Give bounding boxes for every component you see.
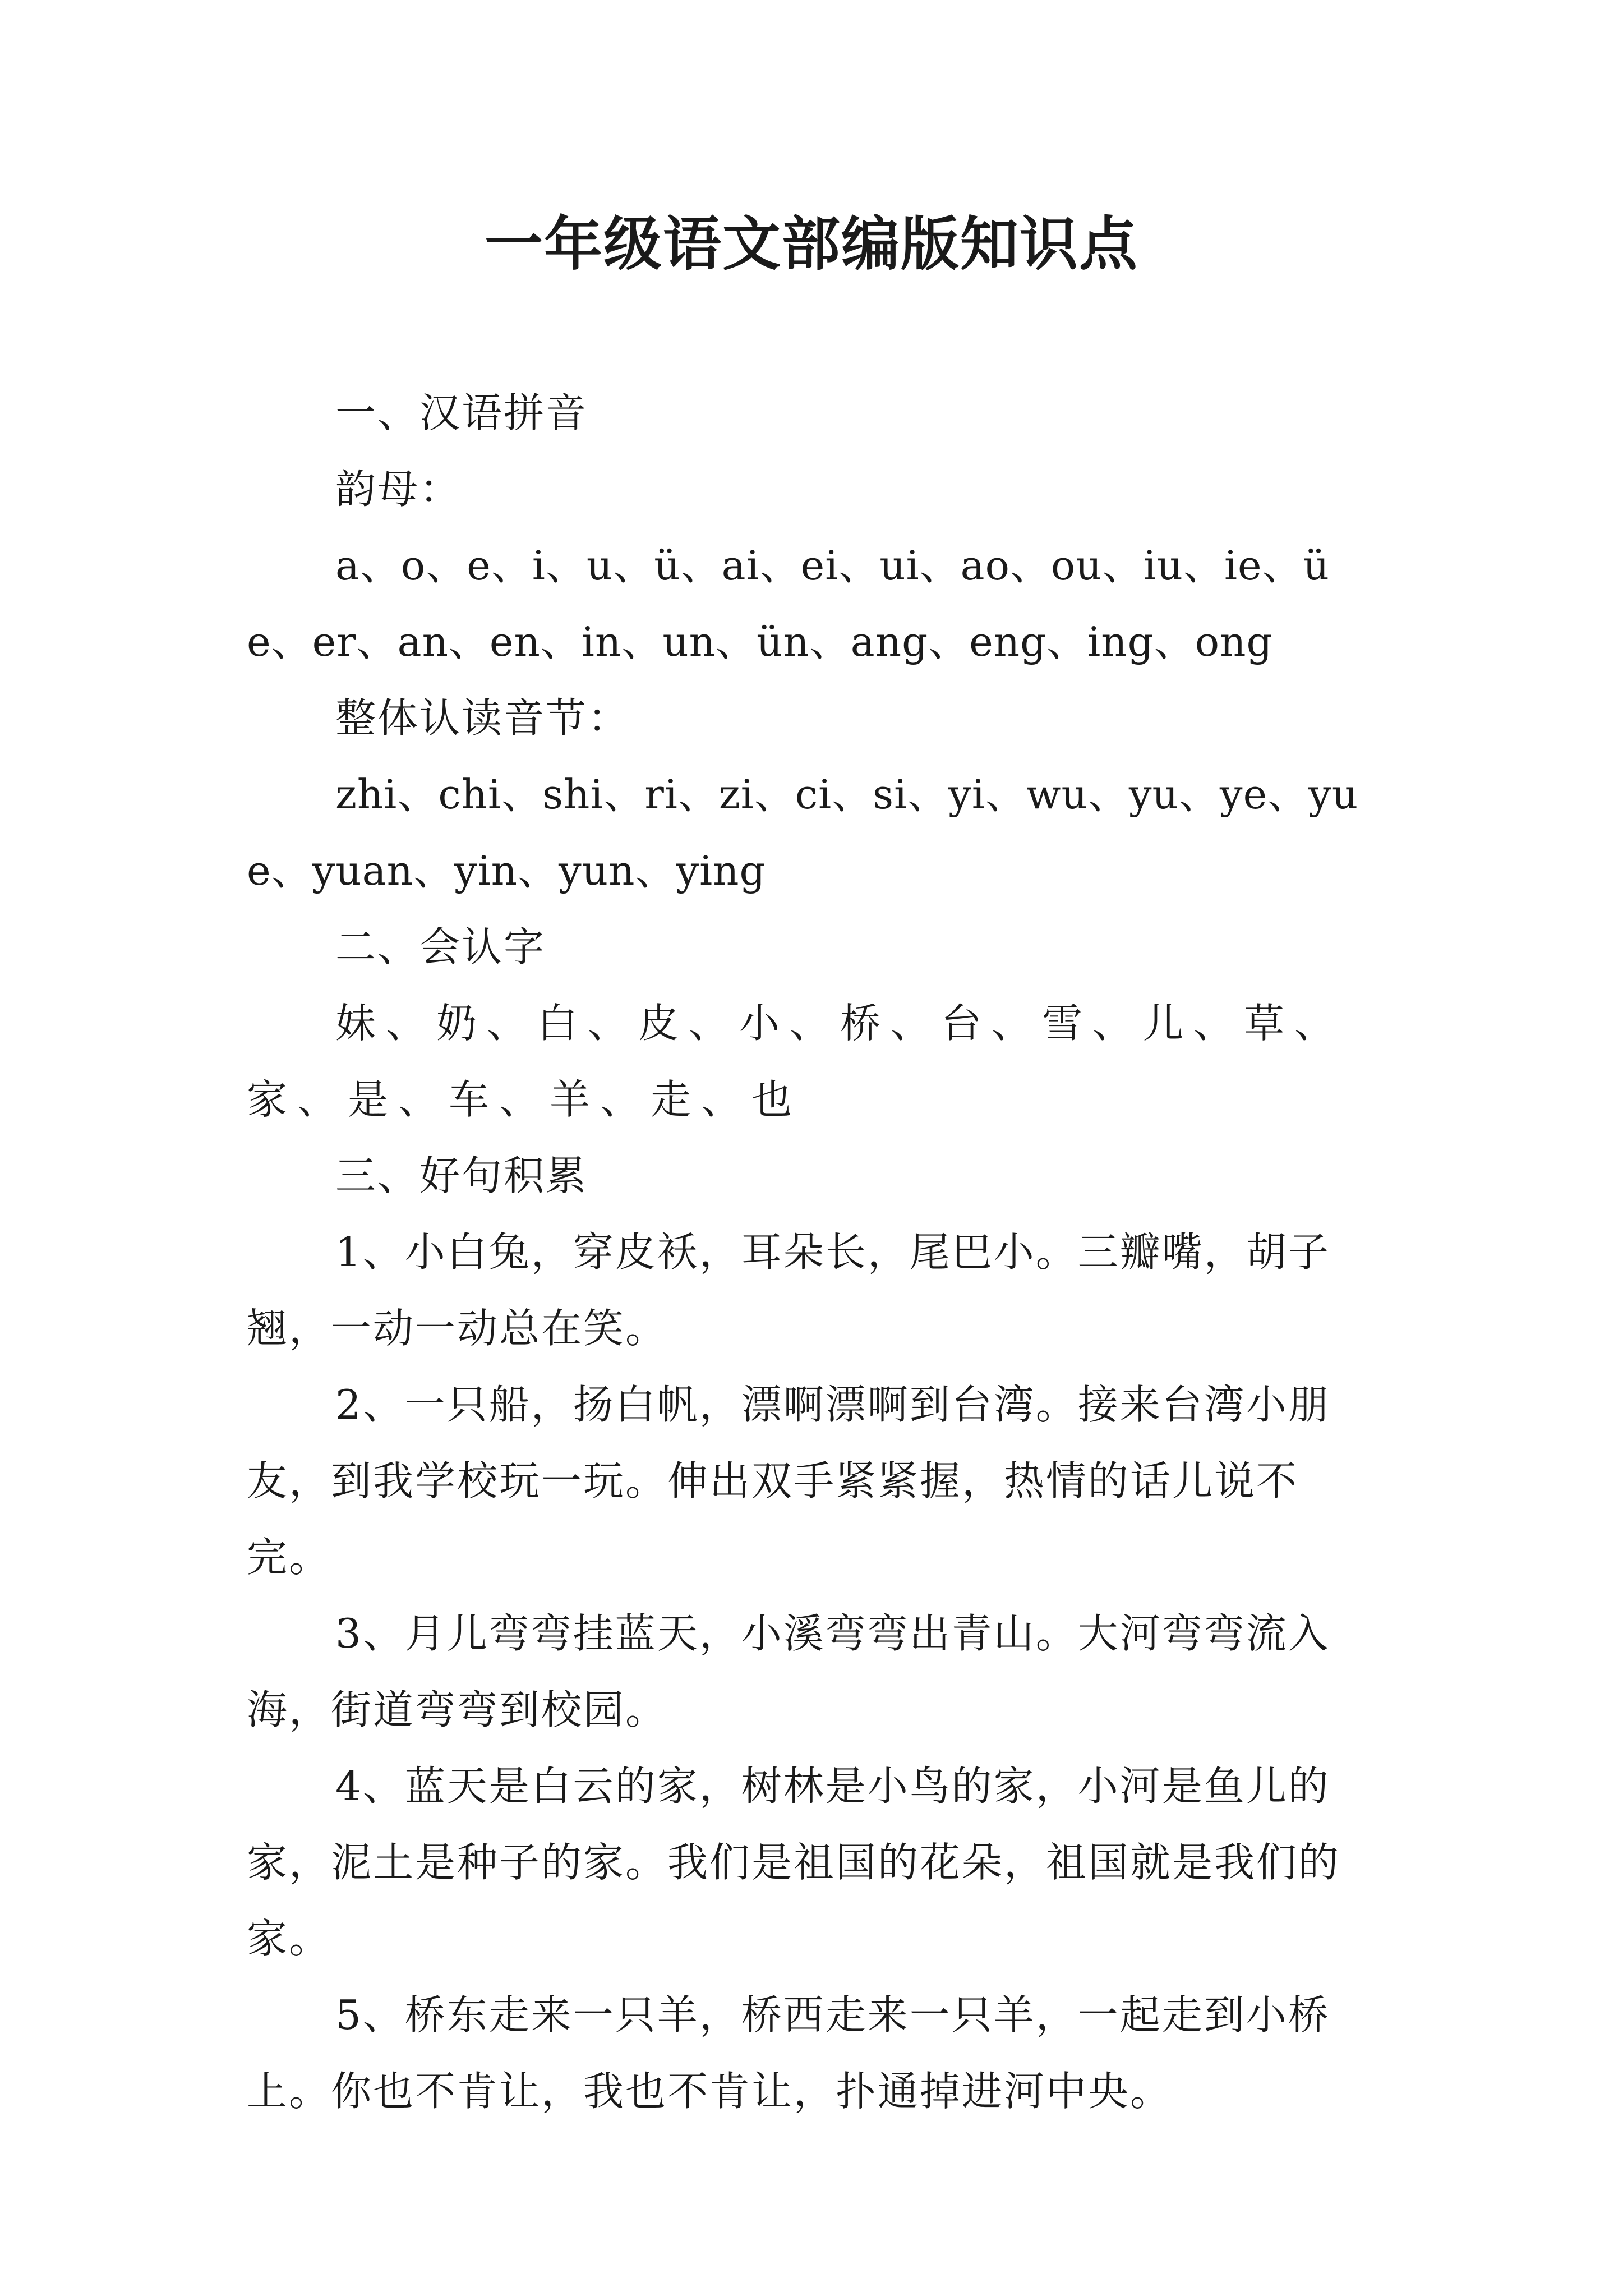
subheading-finals: 韵母： [335, 466, 462, 513]
sentence-item-4: 4、蓝天是白云的家，树林是小鸟的家，小河是鱼儿的家，泥土是种子的家。我们是祖国的花朵，祖国就是我们的家。 [247, 1763, 1341, 1962]
sentence-item-3: 3、月儿弯弯挂蓝天，小溪弯弯出青山。大河弯弯流入海，街道弯弯到校园。 [247, 1610, 1330, 1733]
sentence-item-2: 2、一只船，扬白帆，漂啊漂啊到台湾。接来台湾小朋友，到我学校玩一玩。伸出双手紧紧握，热情的话儿说不完。 [247, 1381, 1330, 1581]
section-heading-pinyin: 一、汉语拼音 [335, 389, 588, 436]
document-body [247, 375, 1376, 2129]
finals-list: a、o、e、i、u、ü、ai、ei、ui、ao、ou、iu、ie、üe、er、an、en、in、un、ün、ang、eng、ing、ong [247, 542, 1330, 665]
recognize-chars-list: 妹、奶、白、皮、小、桥、台、雪、儿、草、家、是、车、羊、走、也 [247, 1000, 1345, 1123]
sentence-item-1: 1、小白兔，穿皮袄，耳朵长，尾巴小。三瓣嘴，胡子翘，一动一动总在笑。 [247, 1228, 1330, 1352]
section-heading-good-sentences: 三、好句积累 [335, 1152, 588, 1199]
page-title: 一年级语文部编版知识点 [484, 209, 1138, 278]
subheading-whole-syllables: 整体认读音节： [335, 694, 630, 742]
whole-syllables-list: zhi、chi、shi、ri、zi、ci、si、yi、wu、yu、ye、yue、yuan、yin、yun、ying [247, 771, 1359, 894]
section-heading-recognize-chars: 二、会认字 [335, 923, 546, 970]
sentence-item-5: 5、桥东走来一只羊，桥西走来一只羊，一起走到小桥上。你也不肯让，我也不肯让，扑通掉进河中央。 [247, 1991, 1330, 2115]
